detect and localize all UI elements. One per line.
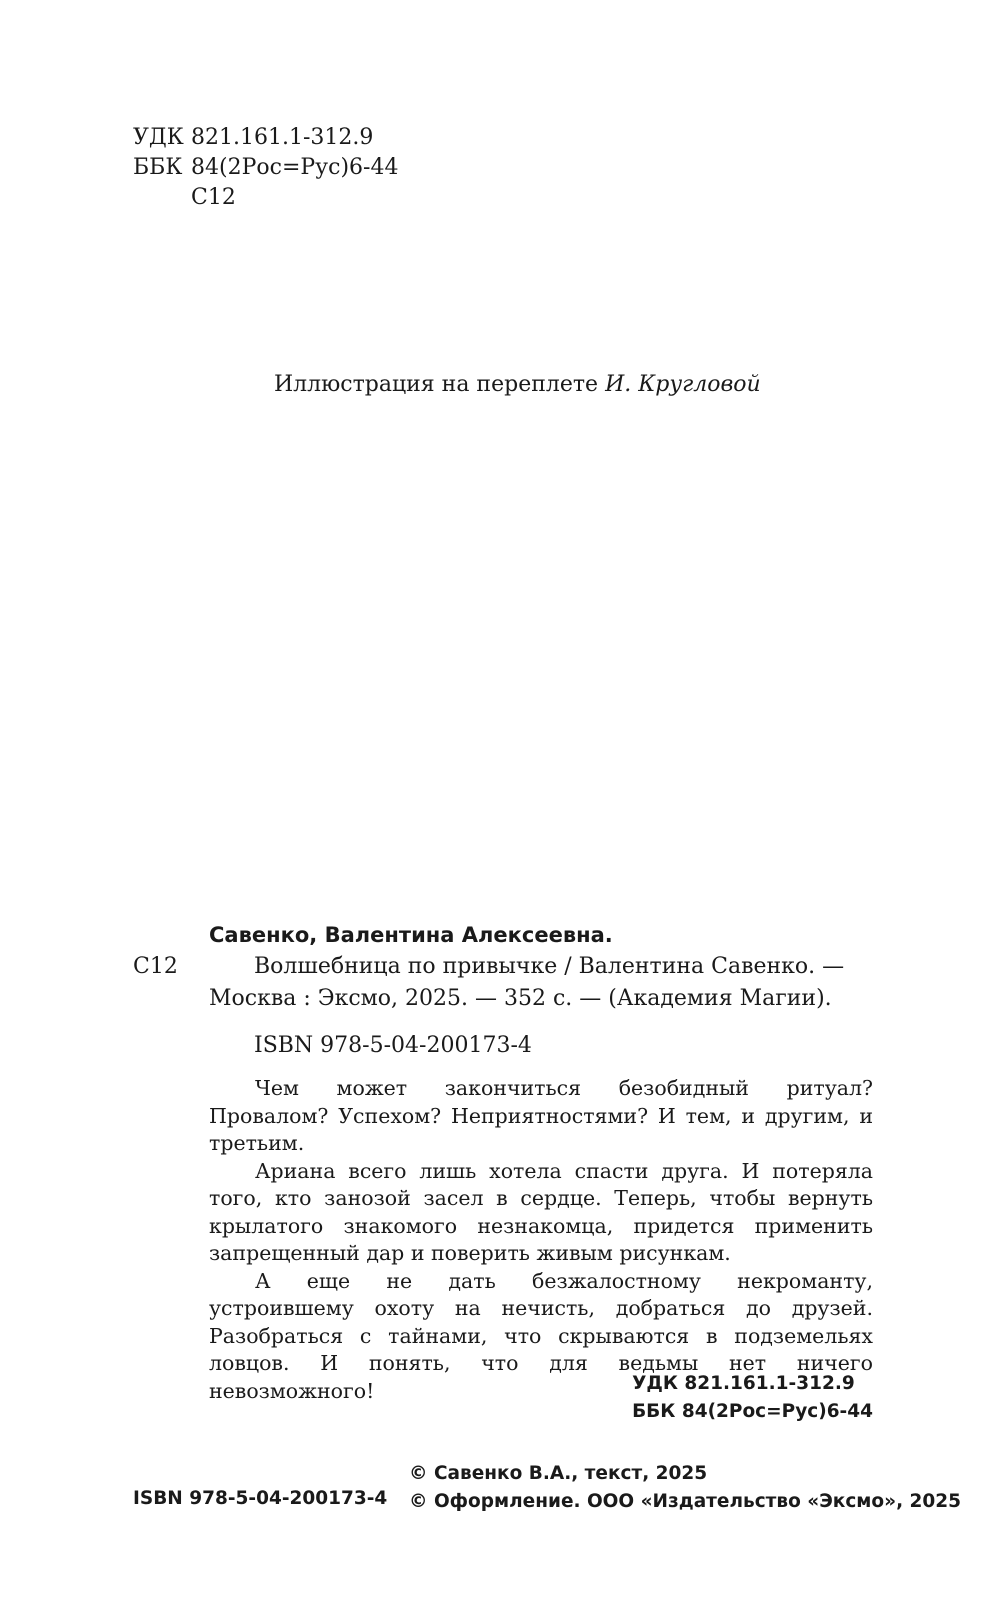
illustration-prefix: Иллюстрация на переплете xyxy=(274,372,606,397)
top-classification-codes xyxy=(133,123,398,213)
udk-row xyxy=(133,123,398,153)
annotation-paragraph: Ариана всего лишь хотела спасти друга. И потеряла того, кто занозой засел в сердце. Теперь, чтобы вернуть крылатого знакомого незнакомца, придется применить запрещенный дар и поверить живым рисункам. xyxy=(209,1158,873,1265)
annotation-paragraph: Чем может закончиться безобидный ритуал? Провалом? Успехом? Неприятностями? И тем, и другим, и третьим. xyxy=(209,1076,873,1155)
udk-value: 821.161.1-312.9 xyxy=(191,125,374,150)
copyright-text: © Савенко В.А., текст, 2025 xyxy=(409,1463,708,1484)
copyright-design: © Оформление. ООО «Издательство «Эксмо», 2025 xyxy=(409,1491,962,1512)
author-mark: С12 xyxy=(191,185,236,210)
card-author-mark: С12 xyxy=(133,954,178,979)
annotation-paragraph: А еще не дать безжалостному некроманту, устроившему охоту на нечисть, добраться до друзей. Разобраться с тайнами, что скрываются в подземельях ловцов. И понять, что для ведьмы нет ничего невозможного! xyxy=(209,1268,873,1403)
copyright-block xyxy=(409,1460,961,1516)
bottom-classification-codes xyxy=(632,1370,873,1426)
illustration-credit xyxy=(274,370,761,400)
card-imprint-line: Москва : Эксмо, 2025. — 352 с. — (Академия Магии). xyxy=(209,986,832,1011)
card-title-line: Волшебница по привычке / Валентина Савенко. — xyxy=(254,954,845,979)
illustrator-name: И. Кругловой xyxy=(605,372,761,397)
annotation xyxy=(209,1075,873,1405)
author-heading: Савенко, Валентина Алексеевна. xyxy=(209,923,613,947)
card-isbn: ISBN 978-5-04-200173-4 xyxy=(254,1033,532,1058)
author-mark-row xyxy=(133,183,398,213)
bbk-value: 84(2Рос=Рус)6-44 xyxy=(191,155,399,180)
bottom-bbk: ББК 84(2Рос=Рус)6-44 xyxy=(632,1401,873,1422)
bbk-row xyxy=(133,153,398,183)
bottom-isbn: ISBN 978-5-04-200173-4 xyxy=(133,1488,388,1509)
bbk-label: ББК xyxy=(133,155,183,180)
udk-label: УДК xyxy=(133,125,184,150)
bottom-udk: УДК 821.161.1-312.9 xyxy=(632,1373,855,1394)
